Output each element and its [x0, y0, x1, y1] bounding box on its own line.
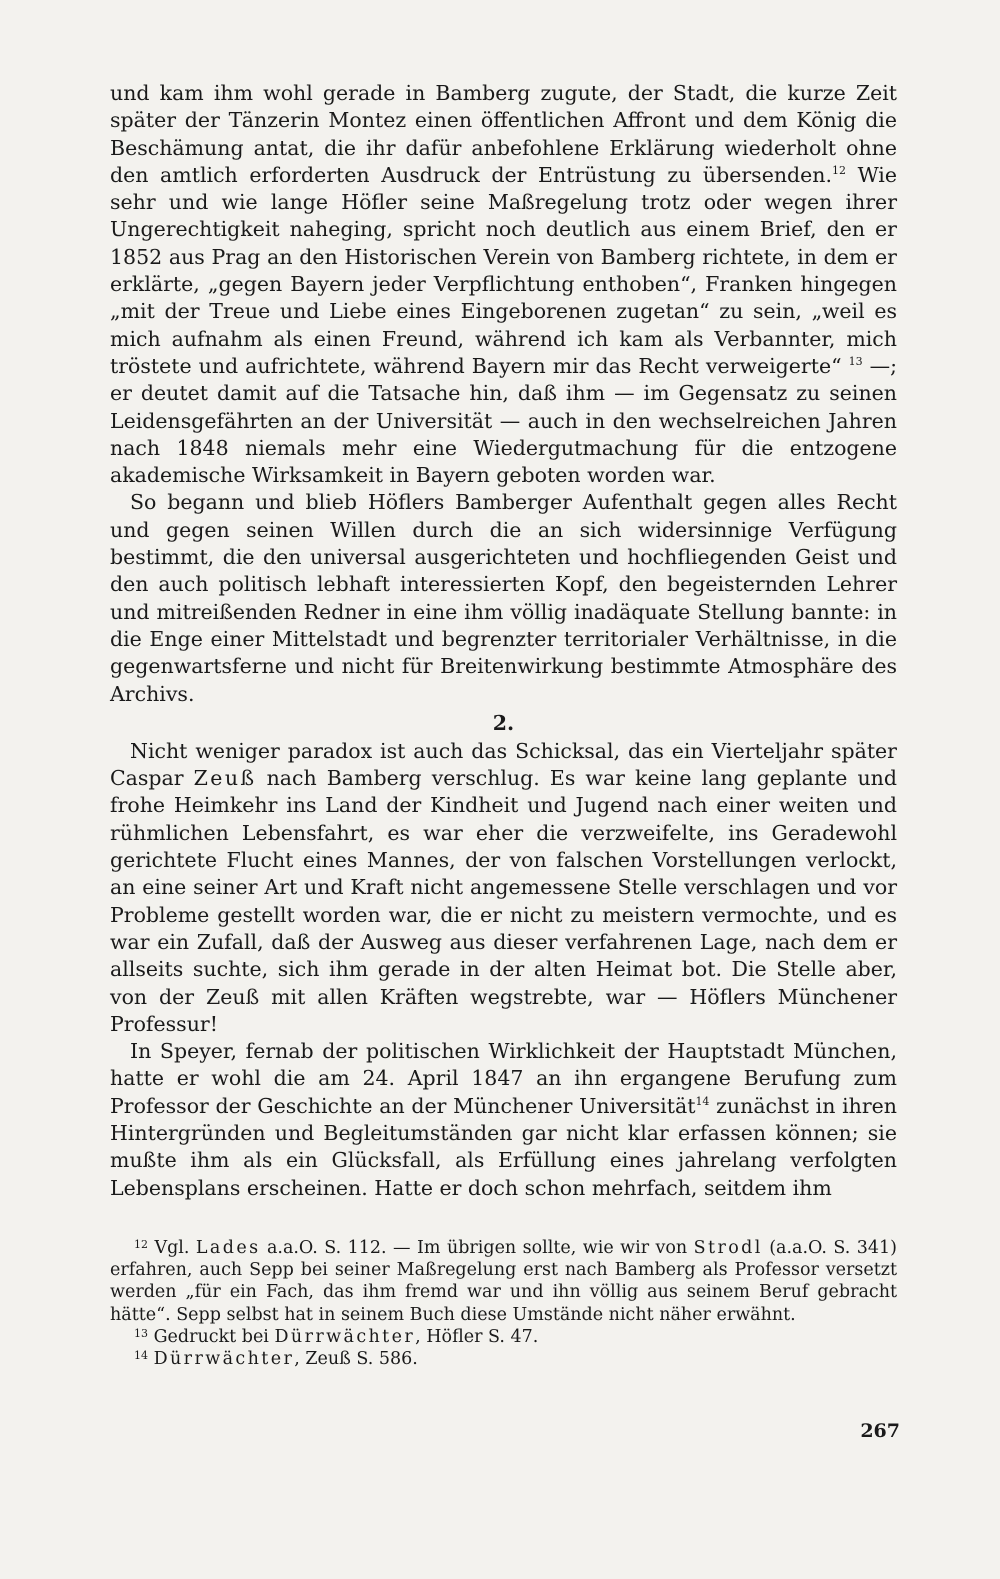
spaced-name: Lades — [195, 1238, 261, 1258]
text-segment: In Speyer, fernab der politischen Wirklichkeit der Hauptstadt München, hatte er wohl die am 24. April 1847 an ihn ergangene Berufung zum Professor der Geschichte an der Münchener Universität — [110, 1039, 897, 1118]
paragraph — [110, 1038, 897, 1202]
footnote-reference: 13 — [848, 354, 863, 368]
text-segment: So begann und blieb Höflers Bamberger Aufenthalt gegen alles Recht und gegen seinen Willen durch die an sich widersinnige Verfügung bestimmt, die den universal ausgerichteten und hochfliegenden Geist und den auch politisch lebhaft interessierten Kopf, den begeisternden Lehrer und mitreißenden Redner in eine ihm völlig inadäquate Stellung bannte: in die Enge einer Mittelstadt und begrenzter territorialer Verhältnisse, in die gegenwartsferne und nicht für Breitenwirkung bestimmte Atmosphäre des Archivs. — [110, 490, 897, 706]
body-text — [110, 80, 897, 1202]
section-number: 2. — [492, 710, 515, 735]
spaced-name: Dürrwächter — [153, 1349, 295, 1370]
spaced-name: Strodl — [693, 1238, 763, 1258]
footnote-reference: 14 — [695, 1094, 710, 1108]
paragraph — [110, 738, 897, 1038]
spaced-name: Dürrwächter — [274, 1326, 416, 1347]
page-number: 267 — [860, 1420, 900, 1442]
text-segment: Wie sehr und wie lange Höfler seine Maßregelung trotz oder wegen ihrer Ungerechtigkeit naheging, spricht noch deutlich aus einem Brief, den er 1852 aus Prag an den Historischen Verein von Bamberg richtete, in dem er erklärte, „gegen Bayern jeder Verpflichtung enthoben“, Franken hingegen „mit der Treue und Liebe eines Eingeborenen zugetan“ zu sein, „weil es mich aufnahm als einen Freund, während ich kam als Verbannter, mich tröstete und aufrichtete, während Bayern mir das Recht verweigerte“ — [110, 162, 897, 378]
paragraph — [110, 80, 897, 489]
text-segment: Gedruckt bei — [148, 1326, 275, 1347]
footnote — [110, 1326, 897, 1348]
footnotes — [110, 1237, 897, 1370]
text-segment: —; er deutet damit auf die Tatsache hin, daß ihm — im Gegensatz zu seinen Leidensgefährten an der Universität — auch in den wechselreichen Jahren nach 1848 niemals mehr eine Wiedergutmachung für die entzogene akademische Wirksamkeit in Bayern geboten worden war. — [110, 353, 897, 488]
footnote — [110, 1237, 897, 1326]
footnote-reference: 12 — [832, 163, 846, 177]
paragraph — [110, 489, 897, 707]
page-body — [110, 80, 897, 1202]
text-segment: a.a.O. S. 112. — Im übrigen sollte, wie wir von — [260, 1238, 694, 1258]
text-segment: , Zeuß S. 586. — [294, 1349, 418, 1370]
text-segment: und kam ihm wohl gerade in Bamberg zugute, der Stadt, die kurze Zeit später der Tänzerin Montez einen öffentlichen Affront und dem König die Beschämung antat, die ihr dafür anbefohlene Erklärung wiederholt ohne den amtlich erforderten Ausdruck der Entrüstung zu übersenden. — [110, 81, 897, 187]
footnote-number: 12 — [134, 1238, 148, 1251]
text-segment: nach Bamberg verschlug. Es war keine lang geplante und frohe Heimkehr ins Land der Kindheit und Jugend nach einer weiten und rühmlichen Lebensfahrt, es war eher die verzweifelte, ins Geradewohl gerichtete Flucht eines Mannes, der von falschen Vorstellungen verlockt, an eine seiner Art und Kraft nicht angemessene Stelle verschlagen und vor Probleme gestellt worden war, die er nicht zu meistern vermochte, und es war ein Zufall, daß der Ausweg aus dieser verfahrenen Lage, nach dem er allseits suchte, sich ihm gerade in der alten Heimat bot. Die Stelle aber, von der Zeuß mit allen Kräften wegstrebte, war — Höflers Münchener Professur! — [110, 766, 898, 1036]
footnote — [110, 1348, 897, 1370]
footnote-number: 13 — [134, 1326, 148, 1340]
text-segment: zunächst in ihren Hintergründen und Begleitumständen gar nicht klar erfassen können; sie mußte ihm als ein Glücksfall, als Erfüllung eines jahrelang verfolgten Lebensplans erscheinen. Hatte er doch schon mehrfach, seitdem ihm — [110, 1093, 897, 1200]
text-segment: Nicht weniger paradox ist auch das Schicksal, das ein Vierteljahr später Caspar — [110, 738, 897, 791]
text-segment: , Höfler S. 47. — [415, 1326, 539, 1347]
footnote-number: 14 — [134, 1349, 148, 1363]
text-segment: (a.a.O. S. 341) erfahren, auch Sepp bei seiner Maßregelung erst nach Bamberg als Professor versetzt werden „für ein Fach, das ihm fremd war und ihn völlig aus seinem Beruf gebracht hätte“. Sepp selbst hat in seinem Buch diese Umstände nicht näher erwähnt. — [110, 1238, 897, 1325]
text-segment: Vgl. — [148, 1238, 196, 1258]
spaced-name: Zeuß — [193, 766, 257, 791]
